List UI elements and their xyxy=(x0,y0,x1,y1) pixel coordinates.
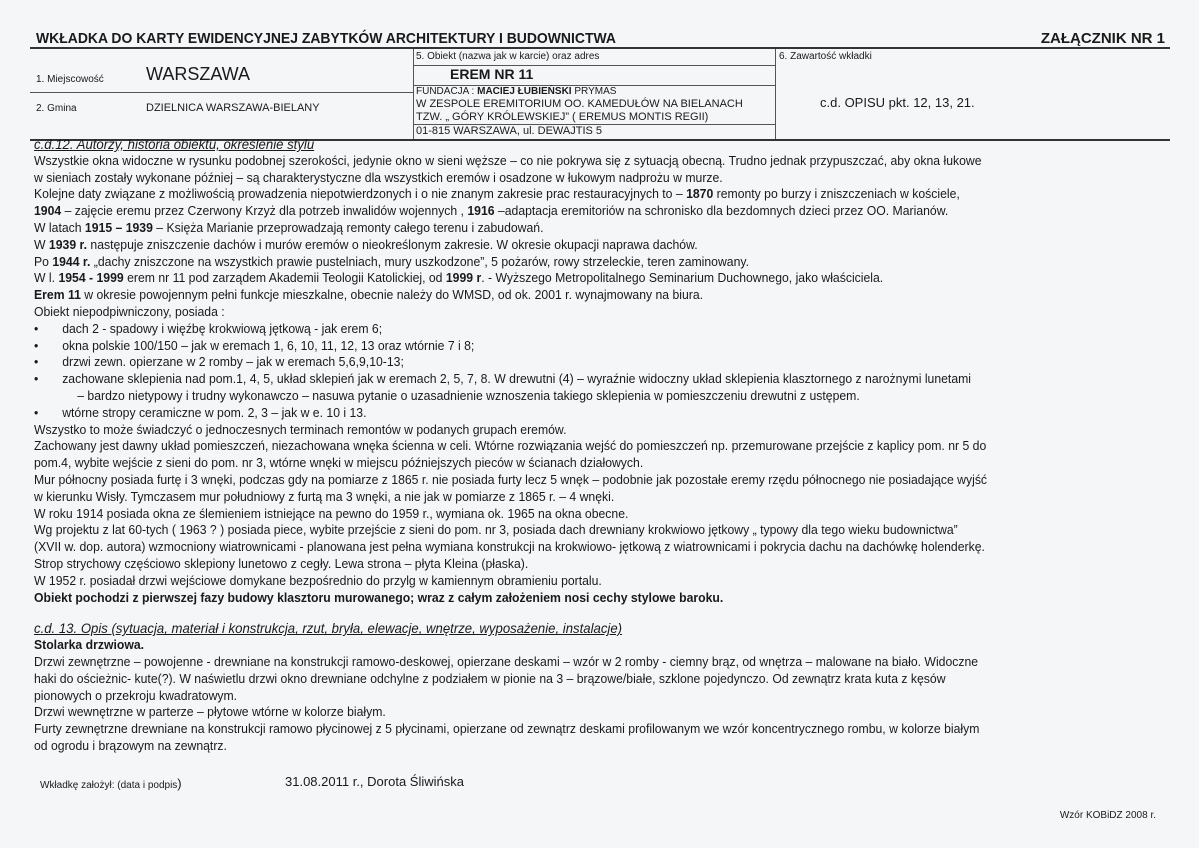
text-segment: W xyxy=(34,236,49,252)
bold-text: 1870 xyxy=(686,186,714,202)
text-segment: –adaptacja eremitoriów na schronisko dla bezdomnych dzieci przez OO. Marianów. xyxy=(494,203,949,219)
text-segment: Kolejne daty związane z możliwością prowadzenia niepotwierdzonych i o nie znanym zakresie prac restauracyjnych to – xyxy=(34,186,687,202)
object-label: 5. Obiekt (nazwa jak w karcie) oraz adres xyxy=(416,51,600,62)
text-line xyxy=(34,203,1106,220)
bold-text: 1916 xyxy=(467,203,495,219)
text-segment: Wszystko to może świadczyć o jednoczesnych terminach remontów w podanych grupach eremów. xyxy=(34,421,567,437)
text-line xyxy=(34,153,1106,170)
text-segment: W 1952 r. posiadał drzwi wejściowe domykane bezpośrednio do przylg w kamiennym obramieniu portalu. xyxy=(34,572,602,588)
section-12-heading: c.d.12. Autorzy, historia obiektu, określenie stylu xyxy=(34,136,315,152)
address-line-2: TZW. „ GÓRY KRÓLEWSKIEJ” ( EREMUS MONTIS REGII) xyxy=(416,111,709,123)
text-line xyxy=(34,489,1106,506)
text-segment: – zajęcie eremu przez Czerwony Krzyż dla potrzeb inwalidów wojennych , xyxy=(61,203,468,219)
gmina-label: 2. Gmina xyxy=(36,103,77,114)
foundation-name: MACIEJ ŁUBIEŃSKI xyxy=(477,86,572,97)
text-segment: – Księża Marianie przeprowadzają remonty całego terenu i zabudowań. xyxy=(152,219,544,235)
text-segment: zachowane sklepienia nad pom.1, 4, 5, układ sklepień jak w eremach 2, 5, 7, 8. W drewutni (4) – wyraźnie widoczny układ sklepienia klasztornego z narożnymi lunetami xyxy=(62,371,972,387)
section-13-text xyxy=(34,637,1174,755)
bold-text: 1904 xyxy=(34,203,62,219)
text-line xyxy=(34,721,1106,738)
header-table xyxy=(30,47,1170,141)
text-line xyxy=(34,556,1106,573)
text-segment: erem nr 11 pod zarządem Akademii Teologii Katolickiej, od xyxy=(123,270,446,286)
text-line xyxy=(34,522,1106,539)
template-version: Wzór KOBiDZ 2008 r. xyxy=(1059,810,1156,821)
address-line-1: W ZESPOLE EREMITORIUM OO. KAMEDUŁÓW NA BIELANACH xyxy=(416,98,743,110)
bullet-item xyxy=(34,371,1106,388)
document-title: WKŁADKA DO KARTY EWIDENCYJNEJ ZABYTKÓW ARCHITEKTURY I BUDOWNICTWA xyxy=(36,30,616,47)
bullet-item xyxy=(34,321,1106,338)
place-value: WARSZAWA xyxy=(146,64,250,84)
text-line xyxy=(34,506,1106,523)
bold-text: 1999 r xyxy=(445,270,482,286)
bold-text: Stolarka drzwiowa. xyxy=(34,637,145,653)
text-line xyxy=(34,186,1106,203)
text-segment: Mur północny posiada furtę i 3 wnęki, podczas gdy na pomiarze z 1865 r. nie posiada furty lecz 5 wnęk – podobnie jak pozostałe eremy rzędu północnego nie posiadające wyjść xyxy=(34,471,988,487)
text-line xyxy=(34,220,1106,237)
text-segment: Obiekt niepodpiwniczony, posiada : xyxy=(34,303,225,319)
text-segment: wtórne stropy ceramiczne w pom. 2, 3 – jak w e. 10 i 13. xyxy=(62,404,367,420)
author-value: 31.08.2011 r., Dorota Śliwińska xyxy=(285,774,464,789)
text-segment: w kierunku Wisły. Tymczasem mur południowy z furtą ma 3 wnęki, a nie jak w pomiarze z 1865 r. – 4 wnęki. xyxy=(34,488,615,504)
bold-text: 1915 – 1939 xyxy=(84,219,153,235)
text-line xyxy=(34,237,1106,254)
text-line xyxy=(34,422,1106,439)
text-line xyxy=(34,438,1106,455)
text-line xyxy=(34,573,1106,590)
text-segment: W l. xyxy=(34,270,59,286)
text-line xyxy=(34,455,1106,472)
text-line xyxy=(34,388,1106,405)
text-segment: remonty po burzy i zniszczeniach w kościele, xyxy=(713,186,960,202)
place-label: 1. Miejscowość xyxy=(36,74,104,85)
text-segment: „dachy zniszczone na wszystkich prawie pustelniach, mury uszkodzone”, 5 pożarów, rowy strzeleckie, teren zaminowany. xyxy=(90,253,750,269)
text-line xyxy=(34,170,1106,187)
author-label-paren: ) xyxy=(177,776,182,791)
text-line xyxy=(34,671,1106,688)
text-line xyxy=(34,539,1106,556)
text-segment: dach 2 - spadowy i więźbę krokwiową jętkową - jak erem 6; xyxy=(62,320,383,336)
text-segment: Wszystkie okna widoczne w rysunku podobnej szerokości, jedynie okno w sieni węższe – co nie pokrywa się z sytuacją obecną. Trudno jednak przypuszczać, aby okna łukowe xyxy=(34,152,982,168)
gmina-value: DZIELNICA WARSZAWA-BIELANY xyxy=(146,102,320,114)
text-segment: W latach xyxy=(34,219,85,235)
bold-text: Obiekt pochodzi z pierwszej fazy budowy klasztoru murowanego; wraz z całym założeniem nosi cechy stylowe baroku. xyxy=(34,589,724,605)
section-13-heading: c.d. 13. Opis (sytuacja, materiał i konstrukcja, rzut, bryła, elewacje, wnętrze, wyposażenie, instalacje) xyxy=(34,620,623,637)
foundation-suffix: PRYMAS xyxy=(571,86,617,97)
text-segment: (XVII w. dop. autora) wzmocniony wiatrownicami - planowana jest pełna wymiana konstrukcji na krokwiowo- jętkową z wiatrownicami i pokrycia dachu na dachówkę holenderkę. xyxy=(34,539,985,555)
text-segment: Zachowany jest dawny układ pomieszczeń, niezachowana wnęka ścienna w celi. Wtórne rozwiązania wejść do pomieszczeń np. przemurowane przejście z kaplicy pom. nr 5 do xyxy=(34,438,987,454)
text-line xyxy=(34,590,1106,607)
text-segment: Strop strychowy częściowo sklepiony lunetowo z cegły. Lewa strona – płyta Kleina (płaska). xyxy=(34,555,529,571)
text-line xyxy=(34,688,1106,705)
text-line xyxy=(34,654,1106,671)
foundation-prefix: FUNDACJA : xyxy=(416,86,478,97)
author-label xyxy=(40,776,182,791)
bold-text: 1954 - 1999 xyxy=(58,270,124,286)
text-line xyxy=(34,637,1106,654)
bullet-item xyxy=(34,354,1106,371)
text-line xyxy=(34,287,1106,304)
text-segment: Wg projektu z lat 60-tych ( 1963 ? ) posiada piece, wybite przejście z sieni do pom. nr 3, posiada dach drewniany krokwiowo jętkowy „ typowy dla tego wieku budownictwa” xyxy=(34,522,958,538)
document-body xyxy=(34,136,1174,755)
contents-value: c.d. OPISU pkt. 12, 13, 21. xyxy=(820,95,975,110)
foundation xyxy=(416,86,616,97)
contents-label: 6. Zawartość wkładki xyxy=(779,51,872,62)
bold-text: 1944 r. xyxy=(52,253,91,269)
text-segment: drzwi zewn. opierzane w 2 romby – jak w eremach 5,6,9,10-13; xyxy=(62,354,404,370)
text-line xyxy=(34,704,1106,721)
text-segment: Drzwi zewnętrzne – powojenne - drewniane na konstrukcji ramowo-deskowej, opierzane deskami – wzór w 2 romby - ciemny brąz, od wnętrza – malowane na biało. Widoczne xyxy=(34,653,979,669)
text-segment: w okresie powojennym pełni funkcje mieszkalne, obecnie należy do WMSD, od ok. 2001 r. wynajmowany na biura. xyxy=(80,287,704,303)
bullet-item xyxy=(34,338,1106,355)
text-segment: pionowych o przekroju kwadratowym. xyxy=(34,687,238,703)
text-segment: w sieniach zostały wykonane później – są charakterystyczne dla wszystkich eremów i osadzone w łukowym nadprożu w murze. xyxy=(34,169,723,185)
text-line xyxy=(34,472,1106,489)
text-line xyxy=(34,254,1106,271)
annex-number: ZAŁĄCZNIK NR 1 xyxy=(1040,30,1165,47)
text-segment: pom.4, wybite wejście z sieni do pom. nr 3, wtórne wnęki w miejscu późniejszych pieców w ścianach działowych. xyxy=(34,455,644,471)
author-label-text: Wkładkę założył: (data i podpis xyxy=(40,780,178,791)
text-segment: okna polskie 100/150 – jak w eremach 1, 6, 10, 11, 12, 13 oraz wtórnie 7 i 8; xyxy=(62,337,475,353)
text-line xyxy=(34,304,1106,321)
text-segment: Drzwi wewnętrzne w parterze – płytowe wtórne w kolorze białym. xyxy=(34,704,386,720)
text-segment: W roku 1914 posiada okna ze ślemieniem istniejące na pewno do 1959 r., wymiana ok. 1965 na okna obecne. xyxy=(34,505,629,521)
bold-text: 1939 r. xyxy=(48,236,88,252)
address-line-3: 01-815 WARSZAWA, ul. DEWAJTIS 5 xyxy=(416,125,603,137)
text-segment: – bardzo nietypowy i trudny wykonawczo – nasuwa pytanie o uzasadnienie wznoszenia takiego sklepienia w pomieszczeniu drewutni z ustępem. xyxy=(77,387,860,403)
section-12-text xyxy=(34,153,1174,607)
bullet-item xyxy=(34,405,1106,422)
text-segment: . - Wyższego Metropolitalnego Seminarium Duchownego, jako właściciela. xyxy=(481,270,884,286)
text-segment: od ogrodu i brązowym na zewnątrz. xyxy=(34,737,227,753)
text-segment: następuje zniszczenie dachów i murów eremów o nieokreślonym zakresie. W okresie okupacji naprawa dachów. xyxy=(87,236,698,252)
text-segment: Furty zewnętrzne drewniane na konstrukcji ramowo płycinowej z 5 płycinami, opierzane od zewnątrz deskami profilowanym we wzór koncentrycznego rombu, w kolorze białym xyxy=(34,721,980,737)
text-segment: Po xyxy=(34,253,53,269)
object-name: EREM NR 11 xyxy=(450,66,534,82)
text-line xyxy=(34,270,1106,287)
bold-text: Erem 11 xyxy=(34,287,81,303)
text-line xyxy=(34,738,1106,755)
text-segment: haki do ościeżnic- kute(?). W naświetlu drzwi okno drewniane odchylne z podziałem w pionie na 3 – brązowe/białe, szklone pojedynczo. Od zewnątrz krata kuta z kęsów xyxy=(34,670,946,686)
